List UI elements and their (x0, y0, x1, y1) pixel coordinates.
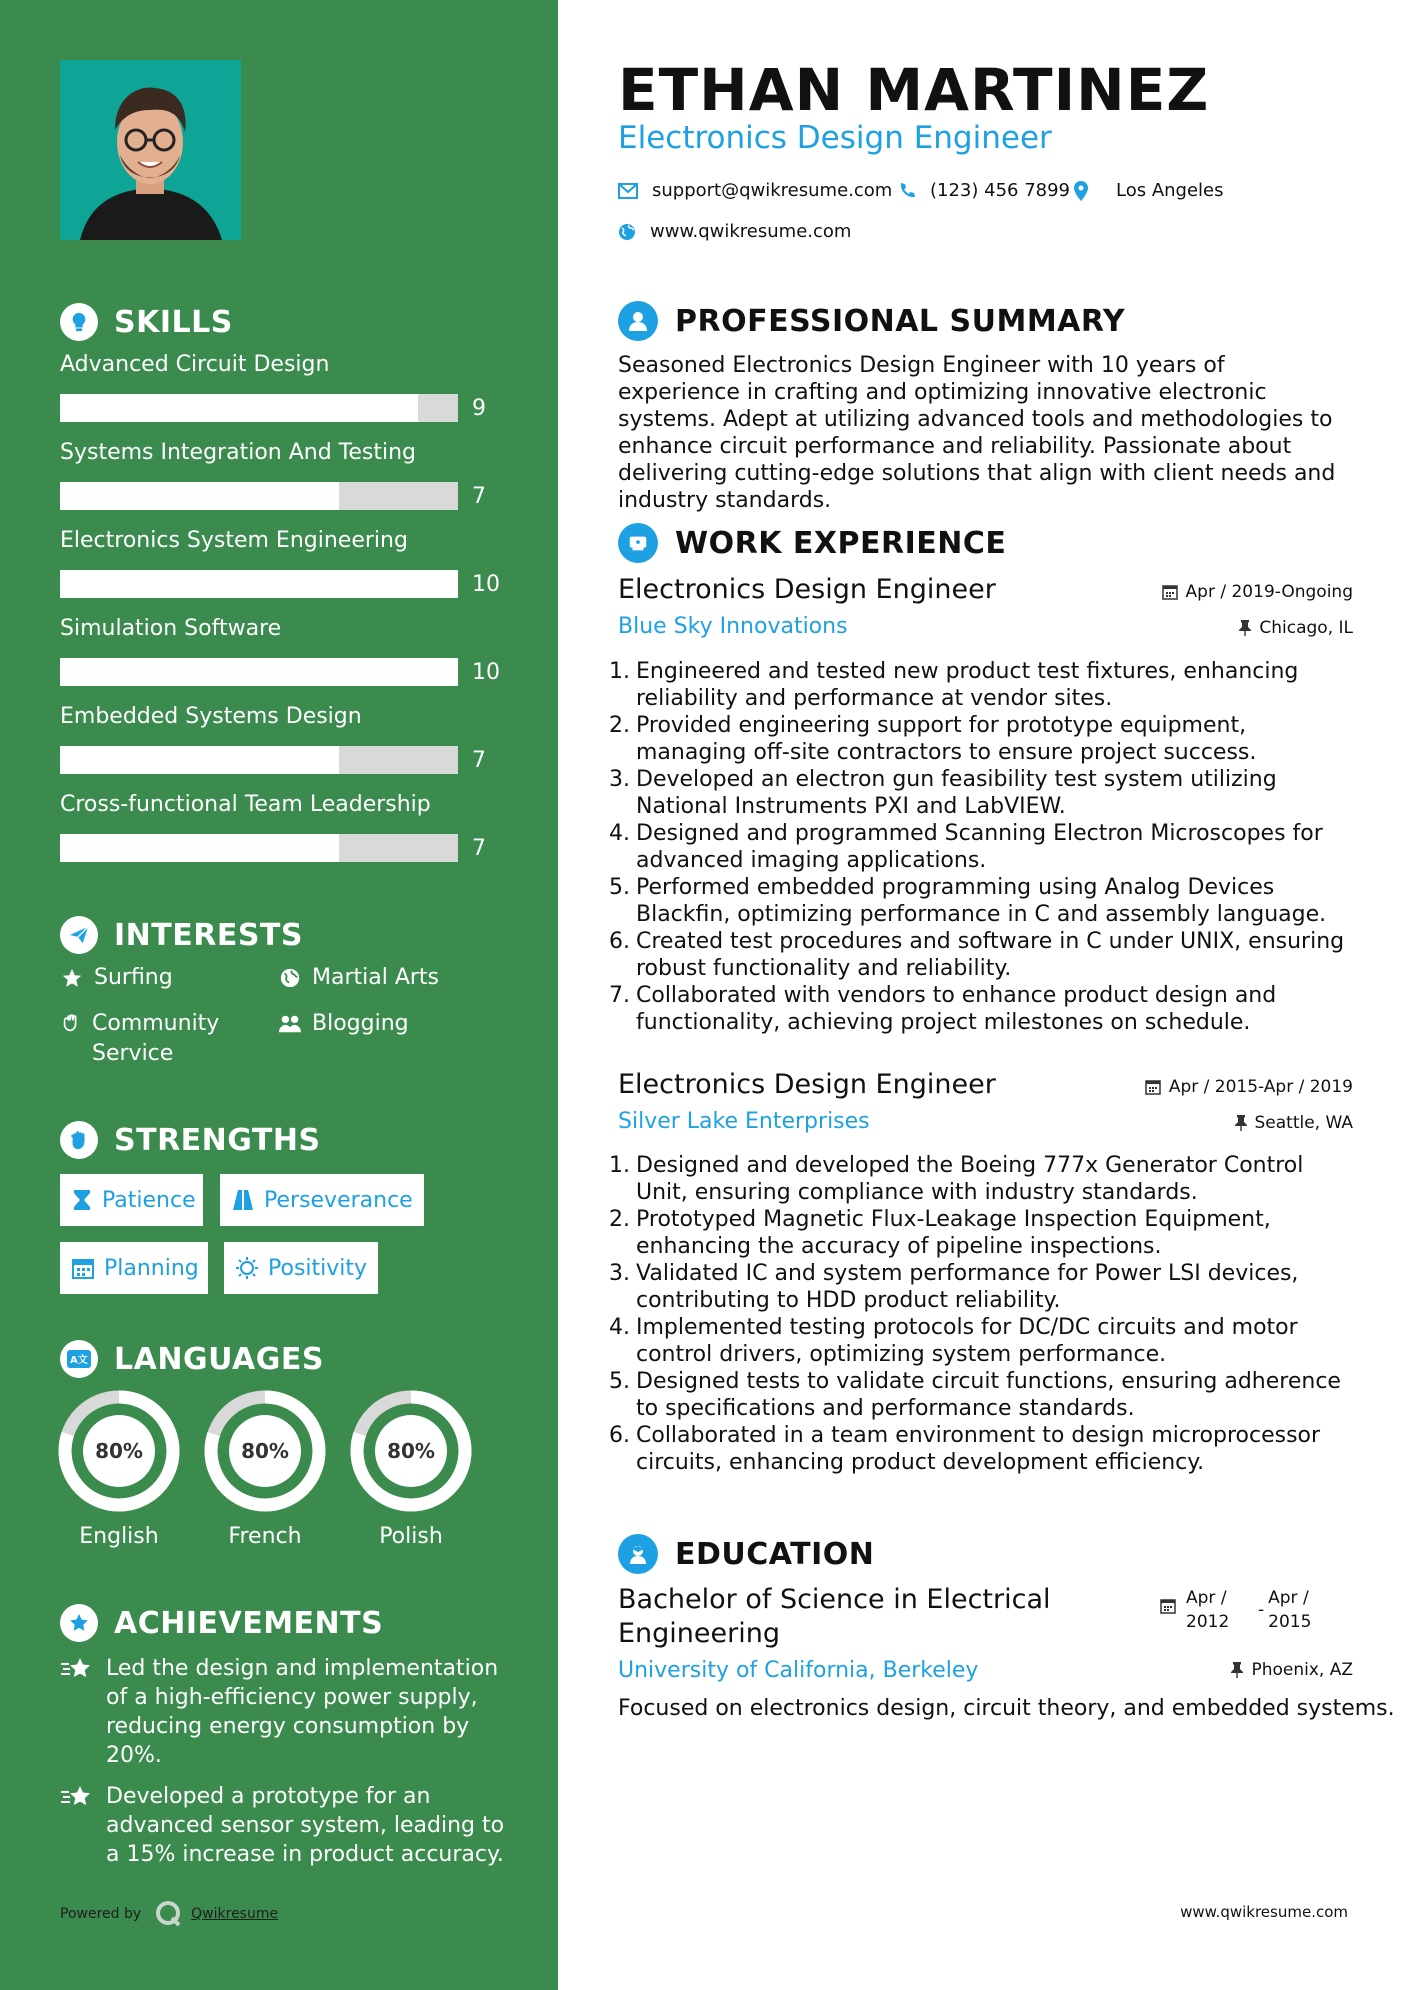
section-title: EDUCATION (675, 1536, 875, 1572)
interest-label: Surfing (94, 965, 173, 990)
job-dates (1145, 1077, 1353, 1097)
skill-item (60, 790, 500, 861)
strengths-heading (60, 1121, 321, 1159)
duty-number: 6. (609, 929, 630, 954)
powered-by-label: Powered by (60, 1906, 142, 1922)
duty-item (608, 874, 1353, 928)
duty-text: Developed an electron gun feasibility test system utilizing National Instruments PXI and LabVIEW. (636, 767, 1277, 819)
strength-label: Perseverance (264, 1187, 413, 1213)
education-end: Apr / 2015 (1268, 1588, 1312, 1632)
sidebar (0, 0, 558, 1990)
education-start: Apr / 2012 (1186, 1588, 1230, 1632)
star-fast-icon (60, 1782, 94, 1818)
star-icon (60, 963, 84, 989)
achievement-item (60, 1654, 510, 1770)
duty-number: 3. (609, 767, 630, 792)
job-location-text: Chicago, IL (1259, 618, 1353, 638)
phone-icon (898, 182, 916, 200)
paper-plane-icon (60, 916, 98, 954)
strength-badge (60, 1174, 203, 1226)
language-percent: 80% (241, 1439, 289, 1463)
interest-item (278, 1009, 409, 1039)
interest-label: Community Service (92, 1011, 220, 1066)
duty-item (608, 820, 1353, 874)
achievement-text: Developed a prototype for an advanced sensor system, leading to a 15% increase in product accuracy. (106, 1784, 505, 1867)
job-title: Electronics Design Engineer (618, 574, 996, 605)
profile-photo (60, 60, 241, 240)
education-description: Focused on electronics design, circuit theory, and embedded systems. (618, 1696, 1395, 1721)
calendar-icon (1160, 1586, 1176, 1634)
job-title: Electronics Design Engineer (618, 1069, 996, 1100)
duty-text: Created test procedures and software in C under UNIX, ensuring robust functionality and reliability. (636, 929, 1345, 981)
duty-text: Prototyped Magnetic Flux-Leakage Inspection Equipment, enhancing the accuracy of pipeline inspections. (636, 1207, 1271, 1259)
skills-heading (60, 303, 233, 341)
skill-item (60, 438, 500, 509)
email-text: support@qwikresume.com (652, 180, 893, 201)
section-title: WORK EXPERIENCE (675, 525, 1007, 561)
calendar-icon (1162, 584, 1178, 600)
job-location-text: Seattle, WA (1254, 1113, 1353, 1133)
skill-name: Systems Integration And Testing (60, 440, 417, 465)
date-separator: - (1258, 1600, 1265, 1620)
duty-text: Designed and developed the Boeing 777x Generator Control Unit, ensuring compliance with industry standards. (636, 1153, 1304, 1205)
fist-icon (60, 1121, 98, 1159)
skill-bar-fill (60, 482, 339, 510)
language-icon (60, 1340, 98, 1378)
section-title: PROFESSIONAL SUMMARY (675, 303, 1126, 339)
skill-item (60, 526, 500, 597)
education-degree: Bachelor of Science in Electrical Engineering (618, 1584, 1051, 1649)
education-dates (1160, 1586, 1318, 1634)
duty-item (608, 1206, 1353, 1260)
pushpin-icon (1239, 620, 1251, 636)
achievement-item (60, 1782, 510, 1869)
skill-name: Simulation Software (60, 616, 282, 641)
interest-item (60, 963, 173, 993)
interest-item (278, 963, 439, 993)
skill-bar-fill (60, 834, 339, 862)
language-ring (350, 1390, 472, 1512)
interest-label: Martial Arts (312, 965, 440, 990)
strength-badge (220, 1174, 424, 1226)
duty-text: Designed tests to validate circuit functions, ensuring adherence to specifications and performance standards. (636, 1369, 1341, 1421)
duty-item (608, 1422, 1353, 1476)
language-name: French (228, 1524, 302, 1549)
skill-bar-fill (60, 394, 418, 422)
skill-name: Electronics System Engineering (60, 528, 408, 553)
duty-item (608, 658, 1353, 712)
duty-item (608, 1368, 1353, 1422)
road-icon (232, 1190, 254, 1210)
contact-location (1074, 180, 1224, 201)
job-location (1235, 1113, 1354, 1133)
summary-heading (618, 301, 1125, 341)
job-company: Blue Sky Innovations (618, 614, 848, 639)
languages-heading (60, 1340, 324, 1378)
pushpin-icon (1235, 1115, 1247, 1131)
skill-item (60, 702, 500, 773)
globe-icon (618, 223, 636, 241)
map-pin-icon (1074, 181, 1088, 201)
strength-label: Patience (102, 1187, 196, 1213)
duty-number: 3. (609, 1261, 630, 1286)
skill-name: Cross-functional Team Leadership (60, 792, 431, 817)
duty-text: Designed and programmed Scanning Electron Microscopes for advanced imaging applications. (636, 821, 1323, 873)
duty-text: Validated IC and system performance for Power LSI devices, contributing to HDD product reliability. (636, 1261, 1299, 1313)
experience-heading (618, 523, 1006, 563)
qwikresume-logo-icon (155, 1900, 183, 1928)
skill-name: Advanced Circuit Design (60, 352, 330, 377)
section-title: INTERESTS (114, 917, 303, 953)
strength-badge (60, 1242, 208, 1294)
job-dates (1162, 582, 1353, 602)
job-dates-text: Apr / 2015-Apr / 2019 (1168, 1077, 1353, 1097)
language-name: Polish (379, 1524, 443, 1549)
candidate-role: Electronics Design Engineer (618, 120, 1052, 156)
interest-label: Blogging (312, 1011, 409, 1036)
job-location (1239, 618, 1353, 638)
job-dates-text: Apr / 2019-Ongoing (1185, 582, 1353, 602)
duty-item (608, 766, 1353, 820)
education-heading (618, 1534, 874, 1574)
website-text: www.qwikresume.com (650, 221, 852, 242)
calendar-icon (1145, 1079, 1161, 1095)
pushpin-icon (1231, 1662, 1243, 1678)
language-ring (204, 1390, 326, 1512)
candidate-name: ETHAN MARTINEZ (618, 56, 1210, 124)
skill-bar (60, 746, 458, 774)
skill-item (60, 350, 500, 421)
skill-value: 10 (472, 572, 500, 597)
section-title: SKILLS (114, 304, 233, 340)
location-text: Los Angeles (1116, 180, 1224, 201)
strength-badge (224, 1242, 378, 1294)
language-name: English (79, 1524, 159, 1549)
phone-text: (123) 456 7899 (930, 180, 1071, 201)
sun-icon (236, 1257, 258, 1279)
section-title: LANGUAGES (114, 1341, 324, 1377)
duty-item (608, 1260, 1353, 1314)
language-percent: 80% (95, 1439, 143, 1463)
skill-value: 9 (472, 396, 486, 421)
skill-bar-fill (60, 570, 458, 598)
contact-phone[interactable] (898, 180, 1070, 201)
skill-bar (60, 658, 458, 686)
language-item (58, 1390, 180, 1549)
skill-bar-fill (60, 658, 458, 686)
language-item (350, 1390, 472, 1549)
education-location-text: Phoenix, AZ (1251, 1660, 1353, 1680)
skill-value: 7 (472, 836, 486, 861)
duty-number: 5. (609, 1369, 630, 1394)
language-percent: 80% (387, 1439, 435, 1463)
job-duties (608, 1152, 1353, 1476)
briefcase-icon (618, 523, 658, 563)
duty-number: 6. (609, 1423, 630, 1448)
duty-number: 4. (609, 821, 630, 846)
skill-name: Embedded Systems Design (60, 704, 362, 729)
graduate-icon (618, 1534, 658, 1574)
duty-item (608, 1314, 1353, 1368)
lightbulb-icon (60, 303, 98, 341)
duty-number: 1. (609, 659, 630, 684)
star-fast-icon (60, 1654, 94, 1690)
duty-item (608, 982, 1353, 1036)
section-title: STRENGTHS (114, 1122, 321, 1158)
footer-website[interactable]: www.qwikresume.com (1180, 1903, 1348, 1921)
duty-text: Collaborated in a team environment to design microprocessor circuits, enhancing product development efficiency. (636, 1423, 1321, 1475)
duty-number: 2. (609, 713, 630, 738)
user-icon (618, 301, 658, 341)
duty-text: Collaborated with vendors to enhance product design and functionality, achieving project milestones on schedule. (636, 983, 1277, 1035)
star-badge-icon (60, 1604, 98, 1642)
duty-text: Implemented testing protocols for DC/DC circuits and motor control drivers, optimizing system performance. (636, 1315, 1298, 1367)
education-school: University of California, Berkeley (618, 1658, 979, 1683)
duty-text: Engineered and tested new product test fixtures, enhancing reliability and performance at vendor sites. (636, 659, 1299, 711)
skill-bar (60, 394, 458, 422)
skill-bar-fill (60, 746, 339, 774)
language-item (204, 1390, 326, 1549)
duty-number: 4. (609, 1315, 630, 1340)
skill-item (60, 614, 500, 685)
globe-icon (278, 963, 302, 989)
language-ring (58, 1390, 180, 1512)
calendar-icon (72, 1257, 94, 1279)
skill-value: 10 (472, 660, 500, 685)
powered-by (60, 1900, 278, 1928)
job-duties (608, 658, 1353, 1036)
summary-text: Seasoned Electronics Design Engineer with 10 years of experience in crafting and optimizing innovative electronic systems. Adept at utilizing advanced tools and methodologies to enhance circuit performance and reliability. Passionate about delivering cutting-edge solutions that align with client needs and industry standards. (618, 353, 1336, 513)
hand-icon (60, 1009, 82, 1035)
interest-item (60, 1009, 250, 1069)
duty-number: 2. (609, 1207, 630, 1232)
contact-website[interactable] (618, 221, 851, 242)
strength-label: Planning (104, 1255, 199, 1281)
svg-text:A文: A文 (70, 1355, 88, 1366)
duty-number: 1. (609, 1153, 630, 1178)
hourglass-icon (72, 1189, 92, 1211)
duty-item (608, 928, 1353, 982)
strength-label: Positivity (268, 1255, 368, 1281)
duty-text: Provided engineering support for prototype equipment, managing off-site contractors to ensure project success. (636, 713, 1257, 765)
section-title: ACHIEVEMENTS (114, 1605, 384, 1641)
duty-item (608, 1152, 1353, 1206)
qwikresume-link[interactable]: Qwikresume (191, 1906, 279, 1922)
duty-number: 5. (609, 875, 630, 900)
skill-bar (60, 570, 458, 598)
achievement-text: Led the design and implementation of a high-efficiency power supply, reducing energy consumption by 20%. (106, 1656, 499, 1768)
contact-email[interactable] (618, 180, 892, 201)
users-icon (278, 1009, 302, 1035)
achievements-heading (60, 1604, 383, 1642)
duty-number: 7. (609, 983, 630, 1008)
envelope-icon (618, 183, 638, 199)
job-company: Silver Lake Enterprises (618, 1109, 870, 1134)
duty-item (608, 712, 1353, 766)
duty-text: Performed embedded programming using Analog Devices Blackfin, optimizing performance in C and assembly language. (636, 875, 1327, 927)
education-location (1231, 1660, 1353, 1680)
interests-heading (60, 916, 303, 954)
skill-bar (60, 482, 458, 510)
skill-bar (60, 834, 458, 862)
skill-value: 7 (472, 484, 486, 509)
skill-value: 7 (472, 748, 486, 773)
